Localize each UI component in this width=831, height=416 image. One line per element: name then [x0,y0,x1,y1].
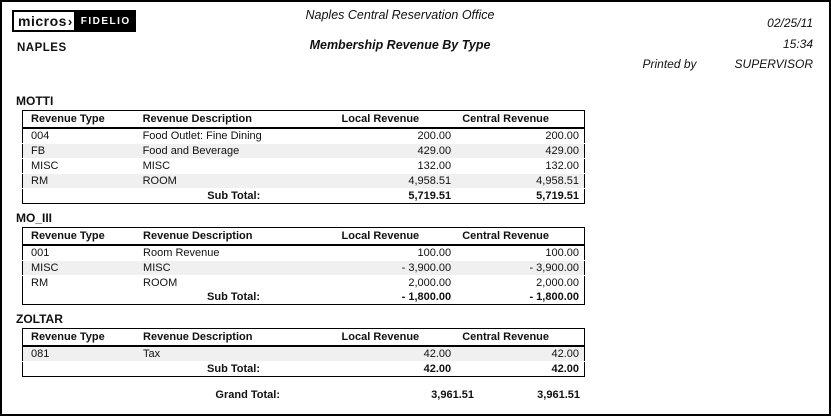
cell-local: 132.00 [417,160,452,172]
print-meta [643,16,814,71]
col-revenue-description: Revenue Description [135,111,323,129]
cell-local: 429.00 [322,144,454,159]
col-revenue-type: Revenue Type [23,329,136,347]
cell-central: 200.00 [545,130,579,142]
col-local-revenue: Local Revenue [322,228,454,246]
section-title: ZOLTAR [16,312,63,326]
cell-description: MISC [142,160,171,172]
cell-central: - 3,900.00 [454,261,584,276]
cell-type: 081 [23,346,136,362]
property-name: NAPLES [17,42,67,54]
cell-central: 132.00 [545,160,579,172]
cell-central: 429.00 [454,144,584,159]
table-row [23,144,585,159]
cell-type: 004 [31,130,50,142]
cell-description: Food Outlet: Fine Dining [142,130,262,142]
cell-description: ROOM [143,277,178,289]
cell-description: Food and Beverage [135,144,323,159]
subtotal-row [23,189,585,204]
col-central-revenue: Central Revenue [454,329,584,347]
report-title: Membership Revenue By Type [309,38,491,52]
print-time: 15:34 [782,37,813,51]
col-local-revenue: Local Revenue [322,329,454,347]
subtotal-local: 5,719.51 [408,190,452,202]
subtotal-label: Sub Total: [207,363,260,375]
table-row [23,159,585,174]
cell-type: FB [23,144,135,159]
office-title: Naples Central Reservation Office [305,8,495,22]
section-title: MOTTI [16,94,54,108]
report-header [2,2,829,94]
grand-total-row [22,384,585,401]
table-row [23,346,585,362]
col-local-revenue: Local Revenue [322,111,454,129]
subtotal-local: 42.00 [423,363,452,375]
grand-total-central: 3,961.51 [537,389,580,401]
subtotal-local: - 1,800.00 [401,291,452,303]
table-row [23,276,585,291]
section-zoltar [2,312,829,377]
revenue-table [22,227,585,305]
table-row [23,245,585,261]
subtotal-row [23,290,585,305]
table-row [23,174,585,189]
cell-type: RM [31,277,49,289]
revenue-table [22,110,585,204]
subtotal-row [23,362,585,377]
subtotal-central: 5,719.51 [536,190,579,202]
cell-central: 100.00 [545,247,579,259]
table-row [23,128,585,144]
table-row [23,261,585,276]
cell-type: MISC [23,261,136,276]
cell-local: 4,958.51 [322,174,454,189]
col-central-revenue: Central Revenue [454,111,584,129]
micros-label: micros [18,13,67,29]
section-title: MO_III [16,211,53,225]
col-revenue-description: Revenue Description [135,228,322,246]
cell-description: Room Revenue [143,247,220,259]
cell-description: Tax [135,346,322,362]
col-revenue-type: Revenue Type [23,228,136,246]
section-motti [2,94,829,204]
cell-local: - 3,900.00 [322,261,454,276]
cell-central: 2,000.00 [536,277,579,289]
cell-local: 42.00 [322,346,454,362]
cell-type: RM [23,174,135,189]
cell-type: MISC [31,160,59,172]
subtotal-label: Sub Total: [207,190,261,202]
subtotal-central: - 1,800.00 [529,291,579,303]
table-header-row [23,111,585,129]
subtotal-central: 42.00 [551,363,579,375]
revenue-table [22,328,585,377]
section-mo-iii [2,211,829,305]
subtotal-label: Sub Total: [207,291,260,303]
fidelio-logo-text: FIDELIO [76,10,136,32]
cell-type: 001 [31,247,50,259]
table-header-row [23,329,585,347]
cell-local: 100.00 [417,247,452,259]
grand-total-label: Grand Total: [215,389,280,401]
table-header-row [23,228,585,246]
cell-central: 4,958.51 [454,174,584,189]
printed-by-line [643,57,814,71]
cell-central: 42.00 [454,346,584,362]
printed-by-user: SUPERVISOR [734,57,813,71]
cell-local: 2,000.00 [408,277,452,289]
print-date: 02/25/11 [767,16,813,30]
cell-local: 200.00 [417,130,452,142]
logo-arrow-icon: › [67,13,73,29]
cell-description: ROOM [135,174,323,189]
grand-total-local: 3,961.51 [431,389,474,401]
printed-by-label: Printed by [642,57,697,71]
col-revenue-type: Revenue Type [23,111,135,129]
col-revenue-description: Revenue Description [135,329,322,347]
cell-description: MISC [135,261,322,276]
col-central-revenue: Central Revenue [454,228,584,246]
